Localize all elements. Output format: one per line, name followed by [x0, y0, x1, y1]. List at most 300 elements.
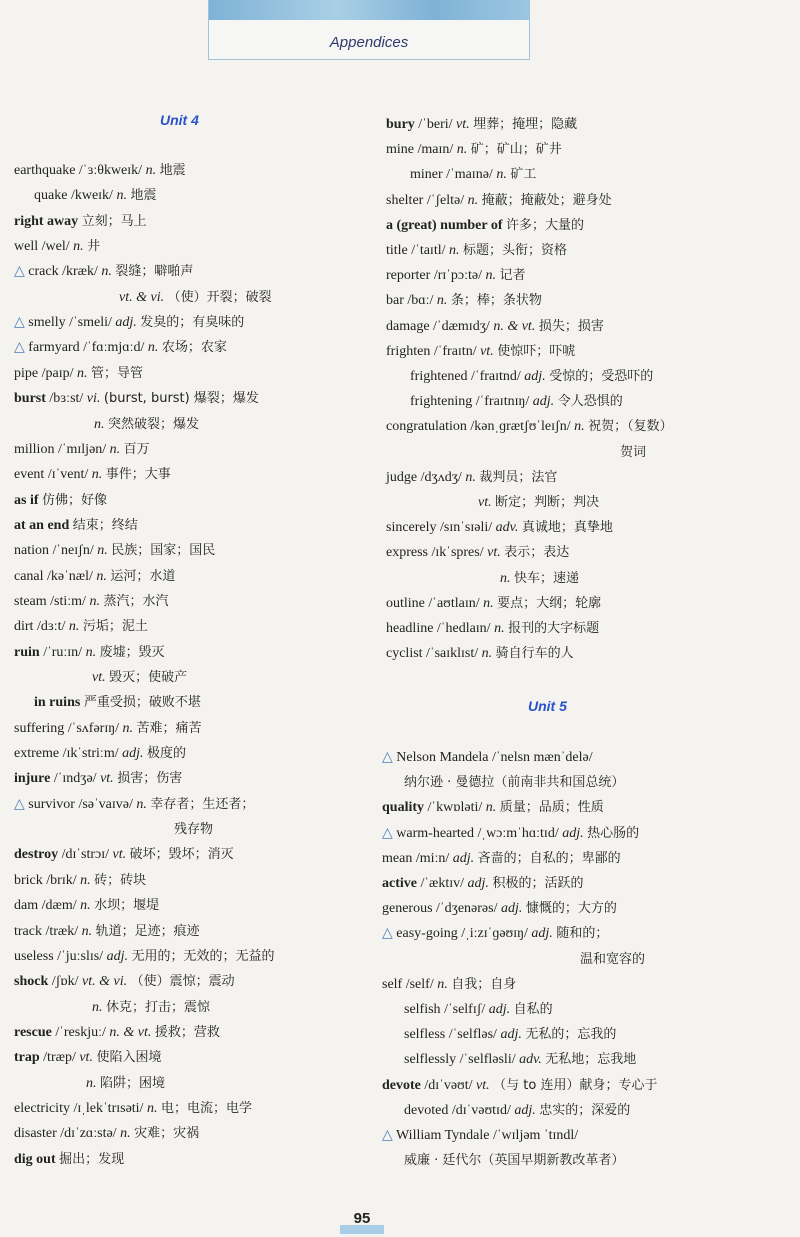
entry-pronunciation: /ˈfraɪtnɪŋ/ — [475, 394, 530, 410]
entry-word: track — [14, 923, 42, 939]
vocab-entry — [404, 1001, 553, 1019]
entry-part-of-speech: n. — [120, 1126, 131, 1142]
entry-word: express — [386, 545, 428, 561]
entry-word: self — [382, 976, 403, 992]
entry-meaning: 援救；营救 — [154, 1024, 220, 1040]
entry-pronunciation: /ˈsaɪklɪst/ — [426, 646, 479, 662]
vocab-entry — [14, 441, 150, 459]
vocab-entry — [14, 720, 202, 738]
entry-pronunciation: /ˈʃeltə/ — [426, 192, 465, 208]
vocab-entry — [14, 1024, 220, 1042]
vocab-entry — [410, 166, 536, 184]
vocab-entry — [14, 390, 259, 408]
entry-part-of-speech: n. — [481, 646, 493, 662]
entry-word: headline — [386, 621, 434, 636]
entry-pronunciation: /ˈselfləs/ — [448, 1027, 497, 1043]
vocab-entry — [382, 925, 608, 943]
entry-pronunciation: /ˈmaɪnə/ — [446, 167, 493, 183]
entry-part-of-speech: adv. — [495, 520, 519, 536]
entry-word: at an end — [14, 517, 70, 533]
vocab-entry — [382, 875, 583, 893]
entry-meaning: 报刊的大字标题 — [508, 621, 600, 636]
entry-meaning: 水坝；堰堤 — [94, 898, 160, 914]
entry-part-of-speech: n. — [116, 188, 127, 204]
entry-meaning: 掩蔽；掩蔽处；避身处 — [481, 192, 612, 208]
appendices-banner — [208, 0, 530, 60]
vocab-entry — [404, 774, 624, 792]
vocab-entry — [580, 951, 645, 969]
entry-meaning: 纳尔逊 · 曼德拉（前南非共和国总统） — [404, 775, 625, 791]
page-number: 95 — [340, 1204, 384, 1234]
entry-part-of-speech: adj. — [488, 1002, 511, 1017]
entry-meaning: 废墟；毁灭 — [99, 644, 165, 660]
entry-meaning: （使）开裂；破裂 — [167, 289, 272, 305]
entry-pronunciation: /ʃɒk/ — [51, 974, 79, 990]
entry-meaning: 表示；表达 — [504, 545, 570, 561]
entry-part-of-speech: n. & vt. — [109, 1024, 152, 1040]
entry-pronunciation: /kəˈnæl/ — [47, 568, 93, 584]
entry-meaning: 地震 — [130, 188, 157, 204]
triangle-icon: △ — [14, 796, 25, 812]
vocab-entry — [386, 292, 542, 310]
vocab-entry — [386, 544, 569, 562]
vocab-entry — [14, 492, 107, 510]
entry-meaning: 骑自行车的人 — [495, 646, 574, 662]
entry-part-of-speech: adj. — [452, 850, 475, 866]
triangle-icon: △ — [14, 264, 25, 280]
vocab-entry — [386, 318, 604, 336]
entry-word: well — [14, 239, 39, 255]
entry-word: burst — [14, 391, 46, 407]
vocab-entry — [386, 519, 613, 537]
entry-part-of-speech: n. — [436, 293, 448, 309]
vocab-entry — [119, 289, 272, 307]
entry-part-of-speech: vt. — [100, 771, 114, 787]
entry-word: suffering — [14, 720, 65, 736]
vocab-entry — [386, 141, 562, 159]
entry-word: injure — [14, 771, 51, 787]
entry-part-of-speech: n. — [96, 568, 107, 584]
entry-part-of-speech: n. — [94, 416, 105, 432]
entry-meaning: 裂缝；噼啪声 — [115, 264, 194, 280]
entry-part-of-speech: n. — [109, 441, 121, 457]
entry-pronunciation: /træp/ — [43, 1050, 76, 1066]
entry-word: shelter — [386, 192, 424, 208]
entry-meaning: 要点；大纲；轮廓 — [497, 595, 602, 611]
entry-part-of-speech: vt. & vi. — [119, 289, 165, 305]
entry-pronunciation: /sɪnˈsɪəli/ — [440, 520, 493, 536]
entry-pronunciation: /ˈsʌfərɪŋ/ — [67, 720, 120, 736]
vocab-entry — [14, 1151, 124, 1169]
vocab-entry — [34, 187, 156, 205]
entry-pronunciation: /kweɪk/ — [70, 188, 113, 204]
entry-word: Nelson Mandela — [396, 750, 489, 765]
entry-word: crack — [28, 264, 59, 280]
entry-meaning: 矿工 — [510, 167, 537, 183]
entry-meaning: 许多；大量的 — [506, 217, 585, 233]
entry-word: bar — [386, 293, 404, 309]
entry-pronunciation: /ˈruːɪn/ — [43, 644, 83, 660]
entry-meaning: 地震 — [159, 163, 186, 178]
entry-pronunciation: /stiːm/ — [50, 593, 86, 609]
entry-meaning: 标题；头衔；资格 — [463, 243, 568, 258]
vocab-entry — [410, 368, 653, 386]
entry-word: selflessly — [404, 1052, 457, 1068]
vocab-entry — [86, 1075, 165, 1093]
vocab-entry — [14, 644, 165, 662]
entry-word: reporter — [386, 268, 431, 284]
entry-pronunciation: /self/ — [405, 976, 434, 992]
triangle-icon: △ — [382, 1128, 393, 1143]
entry-part-of-speech: n. — [146, 1100, 158, 1116]
entry-part-of-speech: n. — [467, 192, 479, 208]
entry-part-of-speech: n. — [101, 264, 112, 280]
entry-meaning: 记者 — [499, 268, 526, 284]
entry-word: dirt — [14, 619, 34, 635]
entry-meaning: 极度的 — [146, 746, 186, 762]
entry-word: William Tyndale — [396, 1128, 490, 1143]
vocab-entry — [14, 846, 234, 864]
vocab-entry — [14, 923, 200, 941]
entry-part-of-speech: n. — [456, 142, 468, 158]
entry-word: shock — [14, 974, 49, 990]
entry-part-of-speech: adj. — [562, 825, 584, 841]
entry-meaning: 蒸汽；水汽 — [103, 593, 169, 609]
entry-meaning: 祝贺；（复数） — [588, 419, 673, 435]
vocab-entry — [14, 162, 186, 180]
entry-meaning: 休克；打击；震惊 — [106, 999, 211, 1015]
vocab-entry — [14, 263, 193, 281]
entry-pronunciation: /ˈselfləsli/ — [459, 1052, 516, 1068]
entry-meaning: 突然破裂；爆发 — [108, 416, 200, 432]
entry-word: easy-going — [396, 926, 458, 942]
entry-word: dam — [14, 898, 39, 914]
entry-meaning: 矿；矿山；矿井 — [470, 142, 562, 158]
entry-pronunciation: /ˈnelsn mænˈdelə/ — [491, 750, 593, 765]
entry-word: rescue — [14, 1024, 52, 1040]
entry-word: quake — [34, 188, 68, 204]
entry-part-of-speech: n. — [437, 976, 448, 992]
vocab-entry — [500, 570, 579, 588]
vocab-entry — [14, 948, 274, 966]
entry-pronunciation: /bɜːst/ — [49, 391, 84, 407]
entry-meaning: 质量；品质；性质 — [499, 800, 604, 816]
entry-meaning: 严重受损；破败不堪 — [83, 695, 201, 711]
entry-word: a (great) number of — [386, 217, 503, 233]
vocab-entry — [14, 466, 171, 484]
entry-word: in ruins — [34, 695, 81, 711]
entry-meaning: 民族；国家；国民 — [111, 543, 216, 559]
entry-word: smelly — [28, 315, 66, 331]
entry-meaning: 自我；自身 — [451, 976, 517, 992]
entry-word: mean — [382, 850, 413, 866]
entry-part-of-speech: adj. — [500, 1027, 522, 1043]
entry-part-of-speech: n. — [465, 469, 476, 485]
entry-pronunciation: /ˈɜːθkweɪk/ — [78, 163, 143, 178]
entry-word: brick — [14, 872, 43, 888]
entry-meaning: 埋葬；掩埋；隐藏 — [473, 117, 578, 132]
vocab-entry — [92, 669, 187, 687]
entry-part-of-speech: n. — [81, 923, 93, 939]
vocab-entry — [404, 1102, 630, 1120]
vocab-entry — [386, 595, 601, 613]
vocab-entry — [382, 799, 604, 817]
entry-word: electricity — [14, 1100, 70, 1116]
entry-pronunciation: /dɪˈvəʊt/ — [424, 1077, 473, 1093]
entry-part-of-speech: n. — [92, 999, 103, 1015]
entry-part-of-speech: vt. — [487, 545, 501, 561]
entry-part-of-speech: n. — [89, 593, 100, 609]
entry-pronunciation: /ˌwɔːmˈhɑːtɪd/ — [477, 825, 559, 841]
entry-word: judge — [386, 469, 418, 485]
entry-meaning: 百万 — [123, 441, 150, 457]
vocab-entry — [404, 1026, 616, 1044]
entry-word: survivor — [28, 796, 75, 812]
entry-pronunciation: /dɪˈstrɔɪ/ — [61, 847, 110, 863]
vocab-entry — [404, 1051, 636, 1069]
entry-meaning: 积极的；活跃的 — [492, 876, 584, 891]
entry-pronunciation: /səˈvaɪvə/ — [78, 796, 133, 812]
entry-part-of-speech: n. — [485, 268, 497, 284]
entry-part-of-speech: adj. — [467, 876, 489, 891]
entry-pronunciation: /wel/ — [41, 239, 70, 255]
entry-pronunciation: /ˈreskjuː/ — [55, 1024, 106, 1040]
entry-meaning: 裁判员；法官 — [479, 469, 558, 485]
entry-meaning: （使）震惊；震动 — [130, 974, 235, 990]
vocab-entry — [382, 850, 621, 868]
vocab-entry — [14, 796, 254, 814]
entry-pronunciation: /ˈɪndʒə/ — [53, 771, 97, 787]
vocab-entry — [14, 618, 148, 636]
entry-meaning: 污垢；泥土 — [82, 619, 148, 635]
entry-word: steam — [14, 593, 47, 609]
entry-part-of-speech: n. — [449, 243, 460, 258]
entry-meaning: 发臭的；有臭味的 — [140, 315, 245, 331]
entry-word: cyclist — [386, 646, 423, 662]
entry-word: congratulation — [386, 419, 467, 435]
entry-part-of-speech: adj. — [106, 948, 128, 964]
entry-word: dig out — [14, 1151, 56, 1167]
entry-word: canal — [14, 568, 44, 584]
entry-word: frighten — [386, 343, 431, 359]
entry-pronunciation: /ˈaʊtlaɪn/ — [428, 595, 480, 611]
entry-meaning: 管；导管 — [91, 365, 144, 381]
entry-pronunciation: /ɪˌlekˈtrɪsəti/ — [73, 1100, 144, 1116]
vocab-entry — [386, 418, 673, 436]
entry-part-of-speech: vt. — [79, 1050, 93, 1066]
entry-word: ruin — [14, 644, 40, 660]
entry-pronunciation: /ɪkˈspres/ — [431, 545, 484, 561]
entry-part-of-speech: n. — [77, 365, 88, 381]
entry-meaning: 忠实的；深爱的 — [539, 1102, 631, 1118]
entry-meaning: 灾难；灾祸 — [134, 1126, 200, 1142]
entry-pronunciation: /ˈdʒenərəs/ — [436, 901, 498, 917]
vocab-entry — [34, 694, 201, 712]
vocab-entry — [382, 1077, 657, 1095]
triangle-icon: △ — [382, 750, 393, 765]
entry-part-of-speech: n. — [494, 621, 505, 636]
entry-pronunciation: /ɪˈvent/ — [47, 467, 89, 483]
entry-pronunciation: /miːn/ — [415, 850, 450, 866]
vocab-entry — [382, 1127, 578, 1145]
entry-part-of-speech: n. — [147, 340, 159, 356]
vocab-entry — [386, 645, 574, 663]
entry-word: selfless — [404, 1027, 446, 1043]
entry-pronunciation: /ˈdæmɪdʒ/ — [433, 318, 490, 334]
entry-word: trap — [14, 1050, 40, 1066]
entry-meaning: 真诚地；真挚地 — [521, 520, 613, 536]
entry-meaning: 残存物 — [174, 822, 214, 838]
vocab-entry — [386, 620, 599, 638]
entry-part-of-speech: n. — [80, 872, 91, 888]
vocab-entry — [14, 897, 159, 915]
entry-part-of-speech: vt. & vi. — [82, 974, 128, 990]
entry-pronunciation: /ˈæktɪv/ — [420, 876, 465, 891]
entry-word: farmyard — [28, 340, 80, 356]
vocab-entry — [386, 217, 584, 235]
vocab-entry — [14, 593, 168, 611]
entry-part-of-speech: vi. — [86, 391, 101, 407]
vocab-entry — [14, 1100, 252, 1118]
entry-pronunciation: /ˈtaɪtl/ — [411, 243, 446, 258]
entry-word: generous — [382, 901, 433, 917]
entry-word: nation — [14, 543, 49, 559]
banner-water-strip — [209, 0, 529, 20]
vocab-entry — [386, 343, 575, 361]
vocab-entry — [174, 821, 213, 839]
entry-meaning: 农场；农家 — [161, 340, 227, 356]
entry-part-of-speech: n. — [136, 796, 147, 812]
entry-part-of-speech: n. — [496, 167, 507, 183]
entry-word: title — [386, 243, 408, 258]
entry-part-of-speech: n. — [80, 898, 91, 914]
entry-meaning: 温和宽容的 — [580, 951, 646, 967]
entry-pronunciation: /ˈselfɪʃ/ — [444, 1002, 486, 1017]
vocab-entry — [382, 900, 617, 918]
entry-pronunciation: /dɪˈzɑːstə/ — [60, 1126, 117, 1142]
entry-part-of-speech: adj. — [524, 369, 546, 384]
vocab-entry — [620, 444, 646, 462]
entry-word: outline — [386, 595, 425, 611]
entry-meaning: 苦难；痛苦 — [136, 720, 202, 736]
entry-word: selfish — [404, 1002, 441, 1017]
vocab-entry — [14, 213, 147, 231]
entry-pronunciation: /ɪkˈstriːm/ — [62, 746, 119, 762]
entry-meaning: 无私的；忘我的 — [525, 1027, 617, 1043]
vocab-entry — [14, 339, 227, 357]
vocab-entry — [386, 267, 526, 285]
vocab-entry — [386, 469, 557, 487]
entry-word: mine — [386, 142, 414, 158]
entry-word: frightened — [410, 369, 468, 384]
entry-meaning: 吝啬的；自私的；卑鄙的 — [477, 850, 621, 866]
entry-pronunciation: /ˈneɪʃn/ — [52, 543, 94, 559]
vocab-entry — [410, 393, 623, 411]
entry-pronunciation: /ˌiːzɪˈɡəʊɪŋ/ — [461, 926, 528, 942]
entry-meaning: 陷阱；困境 — [100, 1075, 166, 1091]
entry-pronunciation: /ˈfɑːmjɑːd/ — [83, 340, 145, 356]
entry-part-of-speech: n. — [500, 570, 511, 586]
vocab-entry — [382, 976, 516, 994]
entry-meaning: 随和的； — [556, 926, 609, 942]
entry-meaning: 立刻；马上 — [81, 213, 147, 229]
vocab-entry — [14, 1049, 161, 1067]
entry-pronunciation: /ˈhedlaɪn/ — [436, 621, 491, 636]
entry-word: earthquake — [14, 163, 76, 178]
entry-part-of-speech: adj. — [500, 901, 523, 917]
entry-pronunciation: /dɜːt/ — [36, 619, 66, 635]
entry-pronunciation: /maɪn/ — [417, 142, 454, 158]
vocab-entry — [14, 238, 100, 256]
entry-meaning: 受惊的；受恐吓的 — [549, 369, 654, 384]
vocab-entry — [14, 770, 182, 788]
vocab-entry — [386, 192, 612, 210]
vocab-entry — [14, 542, 215, 560]
entry-word: disaster — [14, 1126, 57, 1142]
entry-part-of-speech: vt. — [476, 1077, 490, 1093]
entry-pronunciation: /ˈfraɪtnd/ — [471, 369, 521, 384]
entry-word: quality — [382, 800, 425, 816]
entry-word: frightening — [410, 394, 473, 410]
entry-part-of-speech: vt. — [92, 670, 106, 685]
triangle-icon: △ — [382, 825, 393, 841]
vocab-entry — [386, 116, 577, 134]
entry-meaning: 事件；大事 — [105, 467, 171, 483]
vocab-entry — [386, 242, 567, 260]
entry-part-of-speech: adj. — [532, 394, 555, 410]
entry-pronunciation: /ˈfraɪtn/ — [433, 343, 477, 359]
entry-pronunciation: /kræk/ — [62, 264, 98, 280]
entry-meaning: 破坏；毁坏；消灭 — [129, 847, 234, 863]
entry-meaning: (burst, burst) 爆裂；爆发 — [103, 391, 259, 407]
entry-part-of-speech: adj. — [514, 1102, 536, 1118]
entry-pronunciation: /dʒʌdʒ/ — [420, 469, 462, 485]
entry-part-of-speech: n. — [73, 239, 84, 255]
entry-pronunciation: /ˈwɪljəm ˈtɪndl/ — [493, 1128, 579, 1143]
vocab-entry — [92, 999, 210, 1017]
entry-meaning: 断定；判断；判决 — [495, 495, 600, 510]
entry-meaning: 井 — [87, 239, 101, 255]
entry-meaning: 自私的 — [513, 1002, 553, 1017]
entry-meaning: 使惊吓；吓唬 — [497, 343, 576, 359]
entry-part-of-speech: n. — [97, 543, 108, 559]
entry-meaning: 快车；速递 — [514, 570, 580, 586]
entry-meaning: （与 to 连用）献身；专心于 — [493, 1077, 658, 1093]
entry-part-of-speech: n. & vt. — [493, 318, 536, 334]
entry-pronunciation: /dɪˈvəʊtɪd/ — [451, 1102, 511, 1118]
entry-meaning: 运河；水道 — [110, 568, 176, 584]
entry-part-of-speech: n. — [86, 1075, 97, 1091]
triangle-icon: △ — [382, 926, 393, 942]
vocab-entry — [14, 314, 244, 332]
vocab-entry — [14, 365, 143, 383]
entry-part-of-speech: adj. — [122, 746, 144, 762]
entry-pronunciation: /dæm/ — [41, 898, 77, 914]
entry-word: useless — [14, 948, 54, 964]
entry-part-of-speech: n. — [85, 644, 97, 660]
entry-part-of-speech: vt. — [456, 117, 470, 132]
entry-word: destroy — [14, 847, 59, 863]
entry-meaning: 使陷入困境 — [96, 1050, 162, 1066]
vocab-entry — [14, 1125, 199, 1143]
entry-meaning: 掘出；发现 — [59, 1151, 125, 1167]
triangle-icon: △ — [14, 340, 25, 356]
vocab-entry — [382, 825, 639, 843]
entry-pronunciation: /ˈberi/ — [418, 117, 453, 132]
entry-part-of-speech: n. — [68, 619, 80, 635]
vocab-entry — [94, 416, 199, 434]
entry-meaning: 砖；砖块 — [94, 872, 147, 888]
